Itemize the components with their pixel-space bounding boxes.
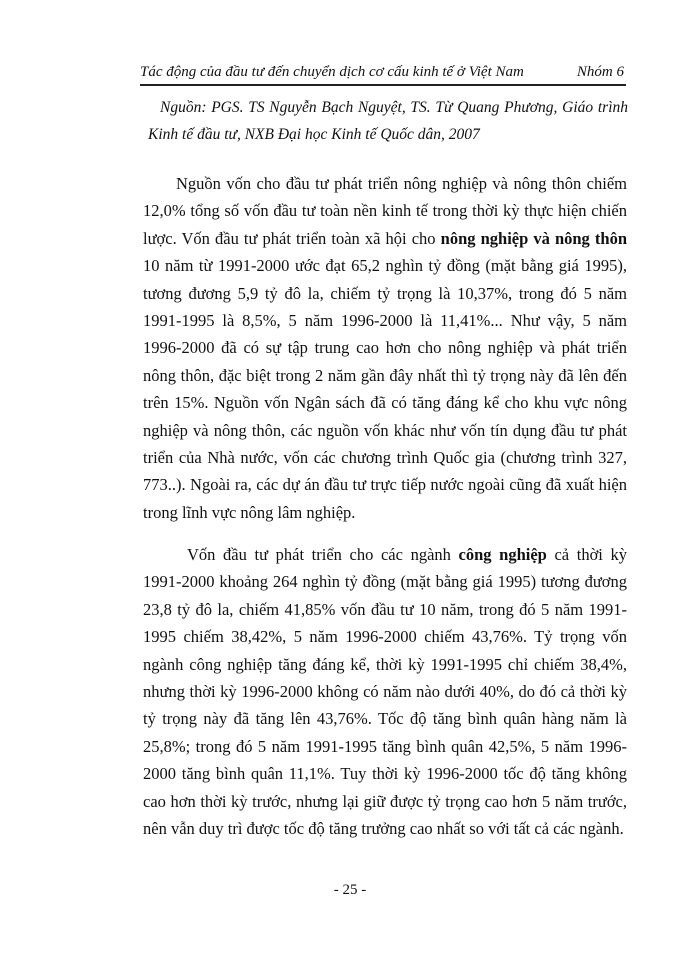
source-note: Nguồn: PGS. TS Nguyễn Bạch Nguyệt, TS. Từ Quang Phương, Giáo trình Kinh tế đầu tư, NXB Đại học Kinh tế Quốc dân, 2007 (148, 99, 628, 143)
paragraph-text: 10 năm từ 1991-2000 ước đạt 65,2 nghìn tỷ đồng (mặt bằng giá 1995), tương đương 5,9 tỷ đô la, chiếm tỷ trọng là 10,37%, trong đó 5 năm 1991-1995 là 8,5%, 5 năm 1996-2000 là 11,41%... Như vậy, 5 năm 1996-2000 đã có sự tập trung cao hơn cho nông nghiệp và phát triển nông thôn, đặc biệt trong 2 năm gần đây nhất thì tỷ trọng này đã lên đến trên 15%. Nguồn vốn Ngân sách đã có tăng đáng kể cho khu vực nông nghiệp và nông thôn, các nguồn vốn khác như vốn tín dụng đầu tư phát triển của Nhà nước, vốn các chương trình Quốc gia (chương trình 327, 773..). Ngoài ra, các dự án đầu tư trực tiếp nước ngoài cũng đã xuất hiện trong lĩnh vực nông lâm nghiệp. (143, 256, 627, 522)
paragraph-text: Nguồn vốn cho đầu tư phát triển nông nghiệp và nông thôn chiếm 12,0% tổng số vốn đầu tư toàn nền kinh tế trong thời kỳ thực hiện chiến lược. Vốn đầu tư phát triển toàn xã hội cho (143, 174, 627, 248)
paragraph-agriculture (143, 170, 627, 526)
bold-term-industry: công nghiệp (458, 545, 547, 564)
paragraph-text: Vốn đầu tư phát triển cho các ngành (187, 545, 459, 564)
header-group-label: Nhóm 6 (576, 64, 624, 80)
paragraph-industry (143, 541, 627, 842)
page-header (140, 62, 626, 86)
paragraph-text: cả thời kỳ 1991-2000 khoảng 264 nghìn tỷ đồng (mặt bằng giá 1995) tương đương 23,8 tỷ đô la, chiếm 41,85% vốn đầu tư 10 năm, trong đó 5 năm 1991-1995 chiếm 38,42%, 5 năm 1996-2000 chiếm 43,76%. Tỷ trọng vốn ngành công nghiệp tăng đáng kể, thời kỳ 1991-1995 chỉ chiếm 38,4%, nhưng thời kỳ 1996-2000 không có năm nào dưới 40%, do đó cả thời kỳ tỷ trọng này đã tăng lên 43,76%. Tốc độ tăng bình quân hàng năm là 25,8%; trong đó 5 năm 1991-1995 tăng bình quân 42,5%, 5 năm 1996-2000 tăng bình quân 11,1%. Tuy thời kỳ 1996-2000 tốc độ tăng không cao hơn thời kỳ trước, nhưng lại giữ được tỷ trọng cao hơn 5 năm trước, nên vẫn duy trì được tốc độ tăng trưởng cao nhất so với tất cả các ngành. (143, 545, 628, 839)
bold-term-agriculture: nông nghiệp và nông thôn (440, 228, 628, 248)
page-number: - 25 - (333, 882, 367, 898)
header-title: Tác động của đầu tư đến chuyển dịch cơ cấu kinh tế ở Việt Nam (140, 64, 524, 80)
